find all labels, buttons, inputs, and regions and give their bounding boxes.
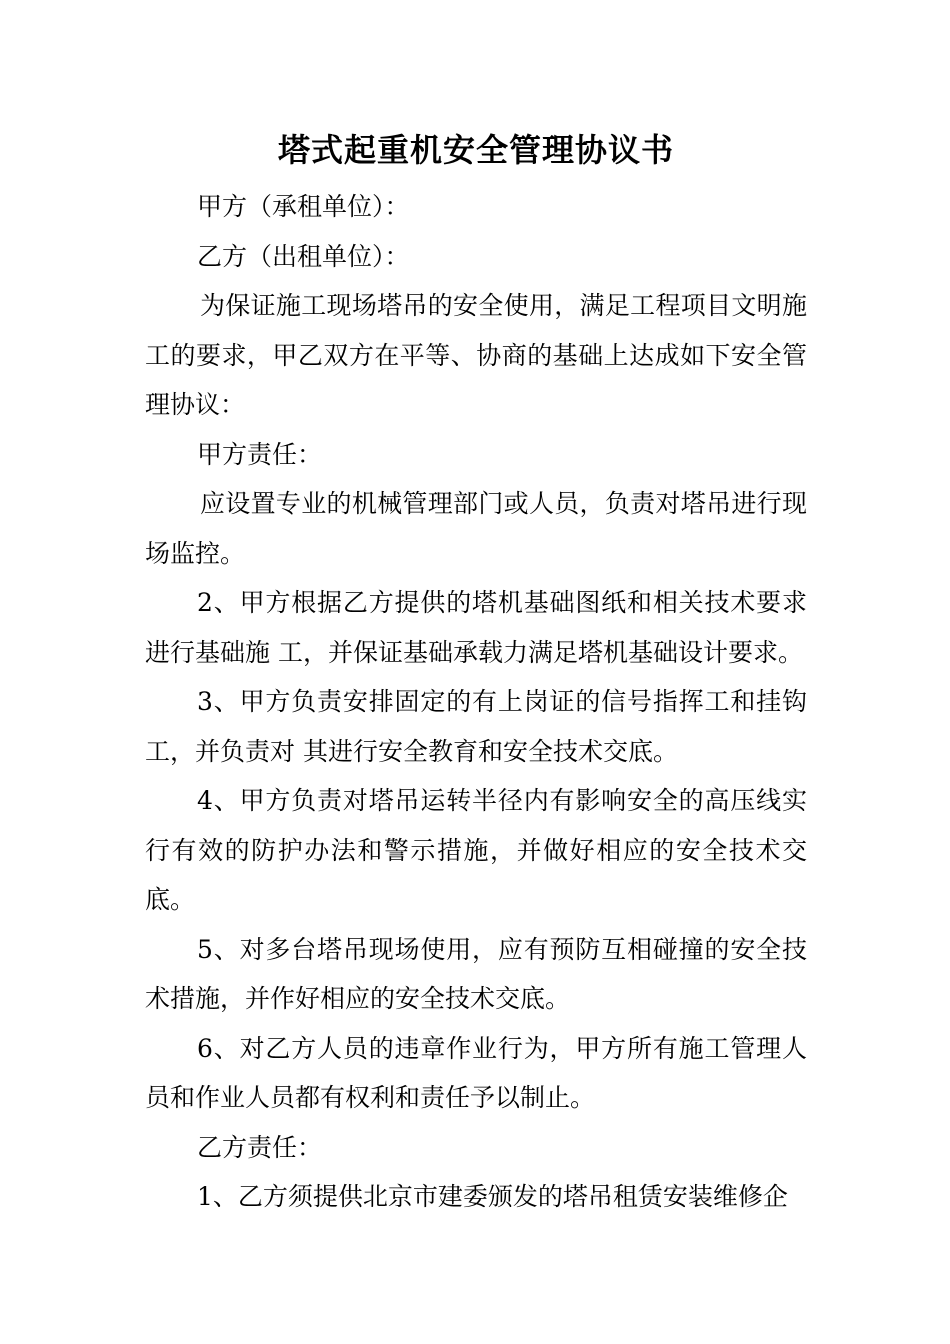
party-a-line: 甲方（承租单位）： — [197, 192, 410, 221]
party-a-item: 5、对多台塔吊现场使用，应有预防互相碰撞的安全技术措施，并作好相应的安全技术交底。 — [145, 934, 807, 1013]
intro-paragraph: 为保证施工现场塔吊的安全使用，满足工程项目文明施工的要求，甲乙双方在平等、协商的基础上达成如下安全管理协议： — [145, 291, 807, 419]
party-b-line: 乙方（出租单位）： — [197, 241, 410, 271]
party-b-responsibility-heading: 乙方责任： — [197, 1132, 323, 1162]
party-a-item: 3、甲方负责安排固定的有上岗证的信号指挥工和挂钩工，并负责对 其进行安全教育和安全技术交底。 — [145, 687, 807, 766]
party-a-item: 应设置专业的机械管理部门或人员，负责对塔吊进行现场监控。 — [145, 489, 807, 568]
party-a-item: 4、甲方负责对塔吊运转半径内有影响安全的高压线实行有效的防护办法和警示措施，并做好相应的安全技术交底。 — [145, 786, 807, 914]
party-a-item: 2、甲方根据乙方提供的塔机基础图纸和相关技术要求进行基础施 工，并保证基础承载力满足塔机基础设计要求。 — [145, 588, 807, 667]
document-title: 塔式起重机安全管理协议书 — [277, 131, 674, 169]
party-a-item: 6、对乙方人员的违章作业行为，甲方所有施工管理人员和作业人员都有权利和责任予以制止。 — [145, 1033, 807, 1112]
party-b-item: 1、乙方须提供北京市建委颁发的塔吊租赁安装维修企 — [197, 1182, 788, 1211]
document-page — [145, 128, 807, 1222]
party-a-responsibility-heading: 甲方责任： — [197, 439, 323, 469]
